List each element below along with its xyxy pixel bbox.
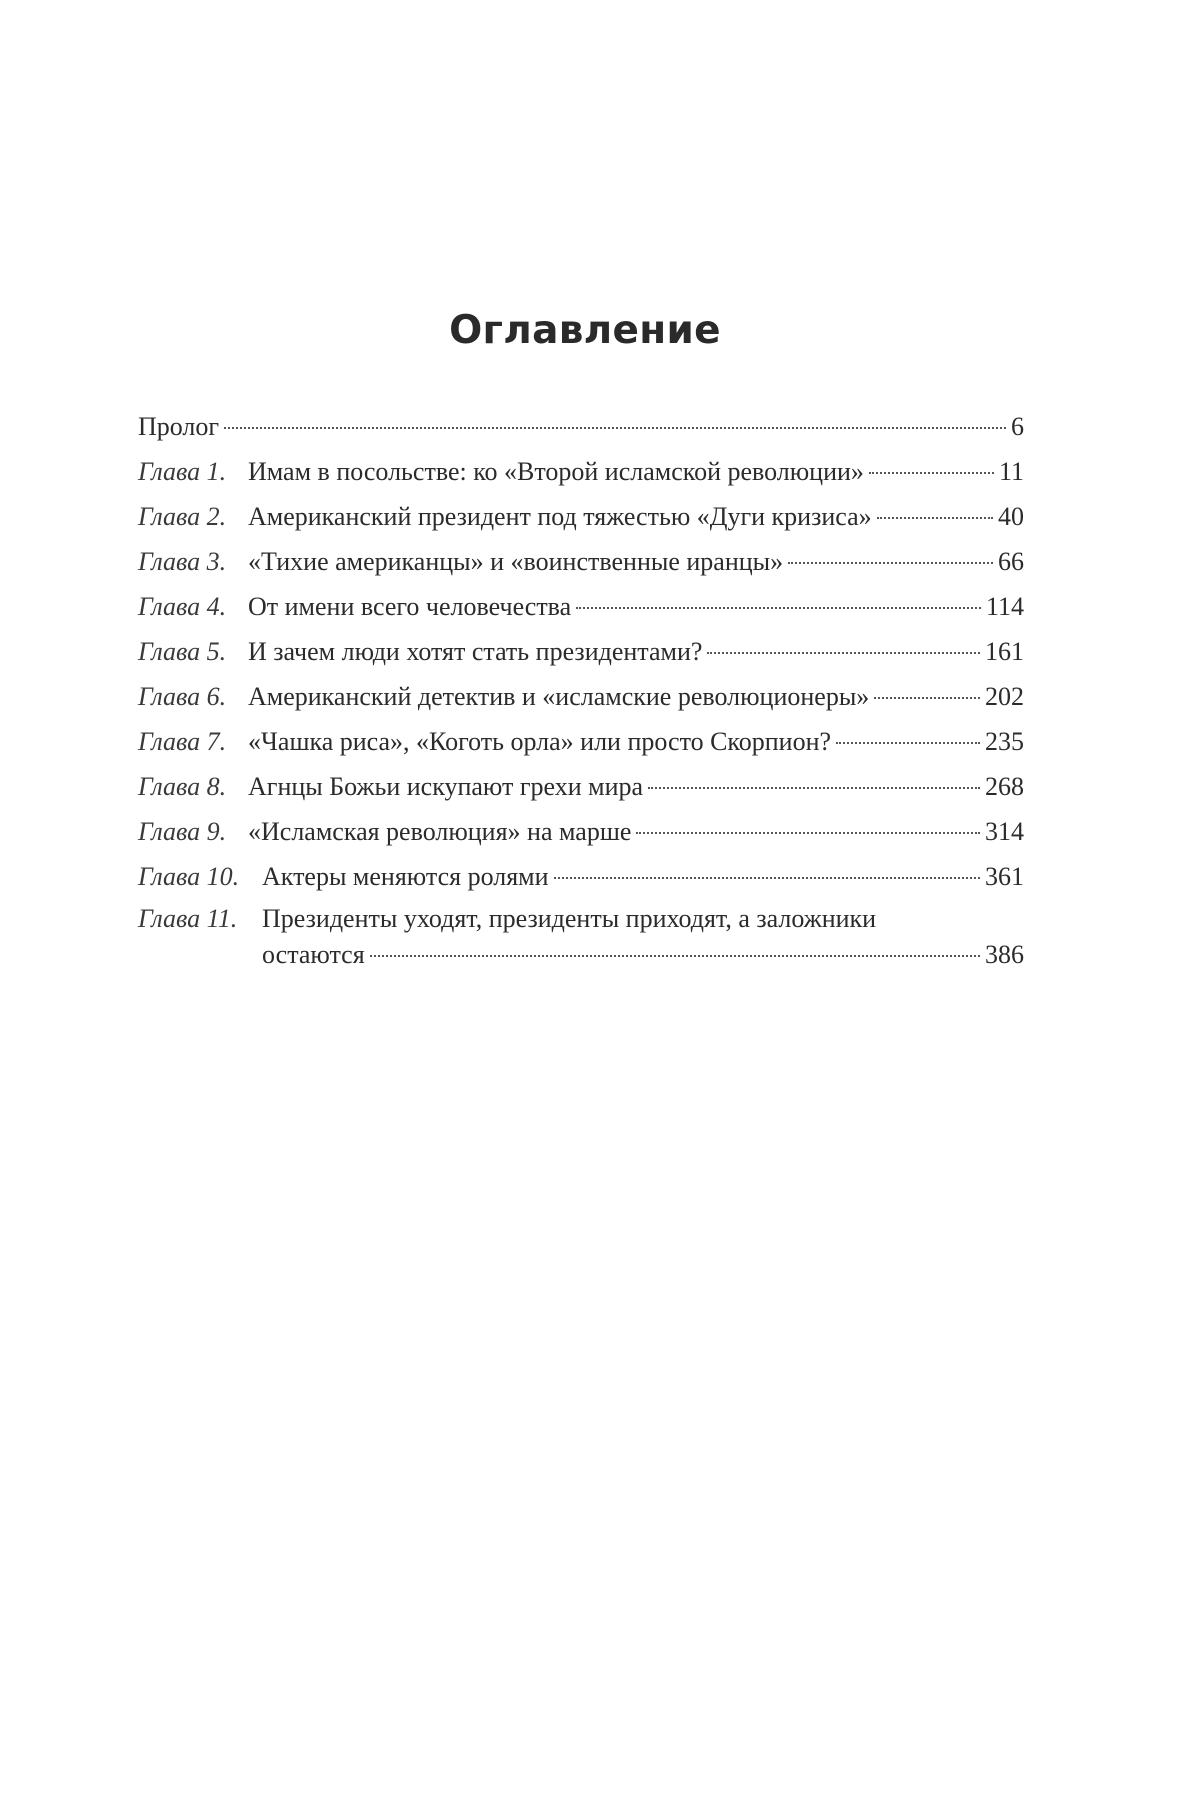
dot-leader [836, 742, 980, 744]
chapter-number: Глава 6. [138, 682, 227, 711]
toc-entry-chapter-9[interactable] [138, 809, 1024, 854]
dot-leader [877, 517, 993, 519]
toc-page-number: 114 [985, 592, 1024, 621]
dot-leader [788, 562, 993, 564]
toc-entry-title: Американский президент под тяжестью «Дуги кризиса» [248, 502, 872, 531]
chapter-number: Глава 2. [138, 502, 227, 531]
chapter-number: Глава 3. [138, 547, 227, 576]
table-of-contents [138, 404, 1024, 975]
toc-page-number: 11 [998, 457, 1024, 486]
chapter-number: Глава 8. [138, 772, 227, 801]
toc-page-number: 161 [985, 637, 1024, 666]
chapter-number: Глава 1. [138, 457, 227, 486]
toc-entry-title-block [262, 899, 1024, 975]
dot-leader [636, 832, 980, 834]
toc-entry-title: Имам в посольстве: ко «Второй исламской революции» [248, 457, 864, 486]
toc-entry-title: Пролог [138, 412, 220, 441]
toc-page-number: 314 [985, 817, 1024, 846]
toc-page-number: 386 [985, 940, 1024, 969]
toc-entry-title-line-1: Президенты уходят, президенты приходят, а заложники [262, 904, 877, 933]
toc-entry-title: «Чашка риса», «Коготь орла» или просто Скорпион? [248, 727, 832, 756]
toc-entry-chapter-10[interactable] [138, 854, 1024, 899]
chapter-number: Глава 10. [138, 862, 240, 891]
toc-entry-chapter-8[interactable] [138, 764, 1024, 809]
dot-leader [869, 472, 994, 474]
dot-leader [707, 652, 980, 654]
toc-entry-chapter-4[interactable] [138, 584, 1024, 629]
toc-entry-title: И зачем люди хотят стать президентами? [248, 637, 703, 666]
toc-entry-prolog[interactable] [138, 404, 1024, 449]
toc-entry-chapter-1[interactable] [138, 449, 1024, 494]
chapter-number: Глава 9. [138, 817, 227, 846]
chapter-number: Глава 5. [138, 637, 227, 666]
dot-leader [874, 697, 980, 699]
toc-entry-title-line-2: остаются [262, 940, 365, 969]
toc-entry-title: От имени всего человечества [248, 592, 572, 621]
chapter-number: Глава 7. [138, 727, 227, 756]
toc-entry-title-line-2-row [262, 935, 1024, 975]
toc-page-number: 235 [985, 727, 1024, 756]
toc-entry-title: «Тихие американцы» и «воинственные иранцы» [248, 547, 784, 576]
toc-page-number: 6 [1011, 412, 1024, 441]
toc-entry-chapter-3[interactable] [138, 539, 1024, 584]
dot-leader [576, 607, 981, 609]
toc-page-number: 361 [985, 862, 1024, 891]
toc-entry-chapter-2[interactable] [138, 494, 1024, 539]
toc-page-number: 66 [998, 547, 1024, 576]
dot-leader [554, 877, 980, 879]
toc-entry-title: «Исламская революция» на марше [248, 817, 632, 846]
dot-leader [648, 787, 980, 789]
toc-entry-chapter-7[interactable] [138, 719, 1024, 764]
toc-entry-chapter-11[interactable] [138, 899, 1024, 975]
chapter-number: Глава 11. [138, 904, 238, 933]
dot-leader [370, 955, 980, 957]
toc-entry-title: Агнцы Божьи искупают грехи мира [248, 772, 644, 801]
toc-entry-chapter-5[interactable] [138, 629, 1024, 674]
chapter-number: Глава 4. [138, 592, 227, 621]
toc-page-number: 40 [998, 502, 1024, 531]
dot-leader [224, 427, 1006, 429]
toc-entry-chapter-6[interactable] [138, 674, 1024, 719]
toc-entry-title: Актеры меняются ролями [262, 862, 549, 891]
toc-page-number: 202 [985, 682, 1024, 711]
toc-entry-title: Американский детектив и «исламские революционеры» [248, 682, 870, 711]
page-title: Оглавление [449, 308, 721, 353]
toc-page-number: 268 [985, 772, 1024, 801]
